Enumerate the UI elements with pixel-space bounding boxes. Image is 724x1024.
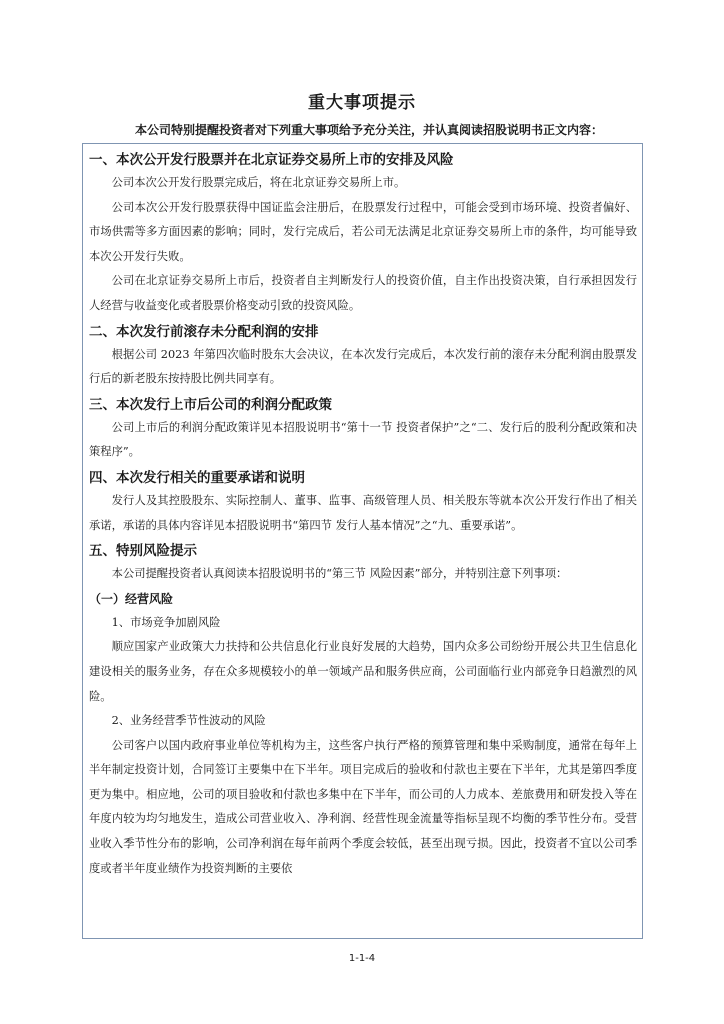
page-number: 1-1-4: [348, 953, 376, 964]
section-heading-3: 三、本次发行上市后公司的利润分配政策: [89, 396, 332, 413]
content-frame: [82, 143, 643, 939]
paragraph: 公司客户以国内政府事业单位等机构为主，这些客户执行严格的预算管理和集中采购制度，通常在每年上半年制定投资计划，合同签订主要集中在下半年。项目完成后的验收和付款也主要在下半年，尤其是第四季度更为集中。相应地，公司的项目验收和付款也多集中在下半年，而公司的人力成本、差旅费用和研发投入等在年度内较为均匀地发生，造成公司营业收入、净利润、经营性现金流量等指标呈现不均衡的季节性分布。受营业收入季节性分布的影响，公司净利润在每年前两个季度会较低，甚至出现亏损。因此，投资者不宜以公司季度或者半年度业绩作为投资判断的主要依: [89, 738, 637, 875]
risk-item-title: 1、市场竞争加剧风险: [111, 615, 221, 629]
paragraph: 公司上市后的利润分配政策详见本招股说明书“第十一节 投资者保护”之“二、发行后的股利分配政策和决策程序”。: [89, 420, 637, 459]
section-heading-2: 二、本次发行前滚存未分配利润的安排: [89, 323, 319, 340]
section-heading-1: 一、本次公开发行股票并在北京证券交易所上市的安排及风险: [89, 152, 454, 168]
paragraph: 发行人及其控股股东、实际控制人、董事、监事、高级管理人员、相关股东等就本次公开发行作出了相关承诺，承诺的具体内容详见本招股说明书“第四节 发行人基本情况”之“九、重要承诺”。: [89, 493, 637, 532]
intro-statement: 本公司特别提醒投资者对下列重大事项给予充分关注，并认真阅读招股说明书正文内容：: [134, 123, 603, 137]
section-heading-4: 四、本次发行相关的重要承诺和说明: [89, 469, 305, 486]
paragraph: 本公司提醒投资者认真阅读本招股说明书的“第三节 风险因素”部分，并特别注意下列事项：: [111, 567, 568, 581]
content-body: [89, 149, 637, 881]
paragraph: 顺应国家产业政策大力扶持和公共信息化行业良好发展的大趋势，国内众多公司纷纷开展公共卫生信息化建设相关的服务业务，存在众多规模较小的单一领域产品和服务供应商，公司面临行业内部竞争日趋激烈的风险。: [89, 640, 637, 703]
paragraph: 公司在北京证券交易所上市后，投资者自主判断发行人的投资价值，自主作出投资决策，自行承担因发行人经营与收益变化或者股票价格变动引致的投资风险。: [89, 274, 637, 312]
section-heading-5: 五、特别风险提示: [89, 543, 197, 560]
paragraph: 根据公司 2023 年第四次临时股东大会决议，在本次发行完成后，本次发行前的滚存未分配利润由股票发行后的新老股东按持股比例共同享有。: [89, 347, 637, 386]
risk-item-title: 2、业务经营季节性波动的风险: [111, 714, 266, 728]
subsection-heading: （一）经营风险: [89, 591, 174, 606]
paragraph: 公司本次公开发行股票获得中国证监会注册后，在股票发行过程中，可能会受到市场环境、投资者偏好、市场供需等多方面因素的影响；同时，发行完成后，若公司无法满足北京证券交易所上市的条件，均可能导致本次公开发行失败。: [89, 200, 637, 263]
document-title: 重大事项提示: [308, 93, 416, 113]
paragraph: 公司本次公开发行股票完成后，将在北京证券交易所上市。: [111, 176, 406, 189]
